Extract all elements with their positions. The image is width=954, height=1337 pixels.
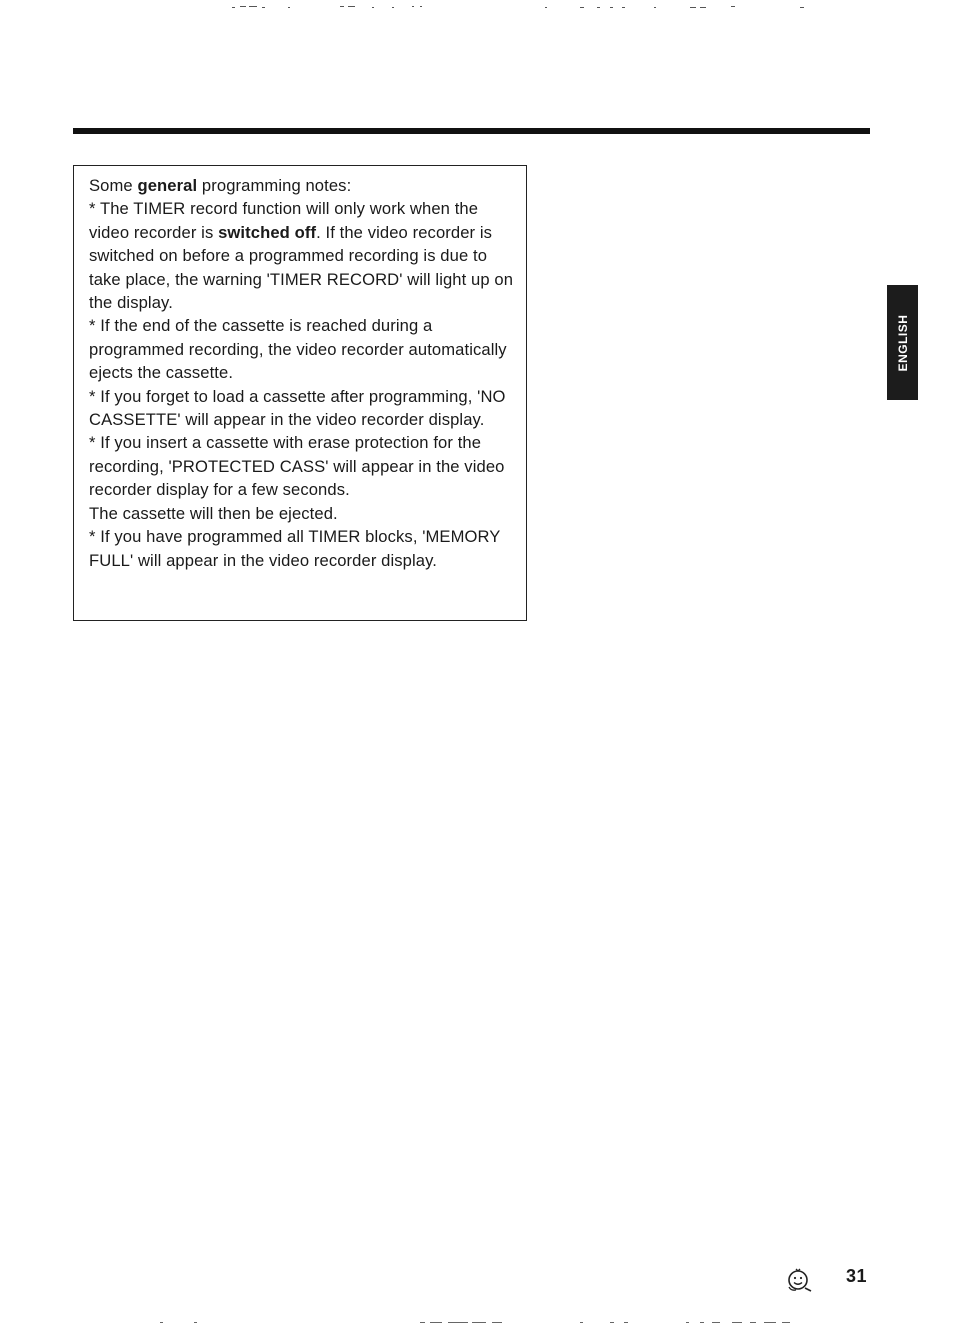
note-cassette-ejected: The cassette will then be ejected. [89,503,338,523]
note-timer-record-part1: * The TIMER record function will only work when the video recorder is [89,199,479,242]
scan-artifact-bottom [0,1320,954,1326]
programming-notes-box [73,165,527,621]
notes-intro-suffix: programming notes: [197,176,352,195]
note-timer-record-part2: . If the video recorder is switched on before a programmed recording is due to take place, the warning 'TIMER RECORD' will light up on the display. [89,222,514,313]
note-no-cassette: * If you forget to load a cassette after programming, 'NO CASSETTE' will appear in the video recorder display. [89,386,506,430]
smiley-face-icon [785,1265,813,1293]
note-memory-full: * If you have programmed all TIMER blocks, 'MEMORY FULL' will appear in the video recorder display. [89,527,501,570]
note-protected-cass: * If you insert a cassette with erase protection for the recording, 'PROTECTED CASS' will appear in the video recorder display for a few seconds. [89,433,505,500]
note-timer-record-bold: switched off [218,222,317,242]
language-tab [887,285,918,400]
notes-intro [89,174,516,197]
scan-artifact-top [0,4,954,10]
top-rule [73,128,870,134]
note-timer-record [89,197,516,314]
notes-intro-prefix: Some [89,176,138,195]
note-cassette-end: * If the end of the cassette is reached during a programmed recording, the video recorder automatically ejects the cassette. [89,316,507,383]
page-number: 31 [846,1266,868,1286]
language-tab-label: ENGLISH [895,314,910,371]
notes-intro-bold: general [137,176,198,195]
